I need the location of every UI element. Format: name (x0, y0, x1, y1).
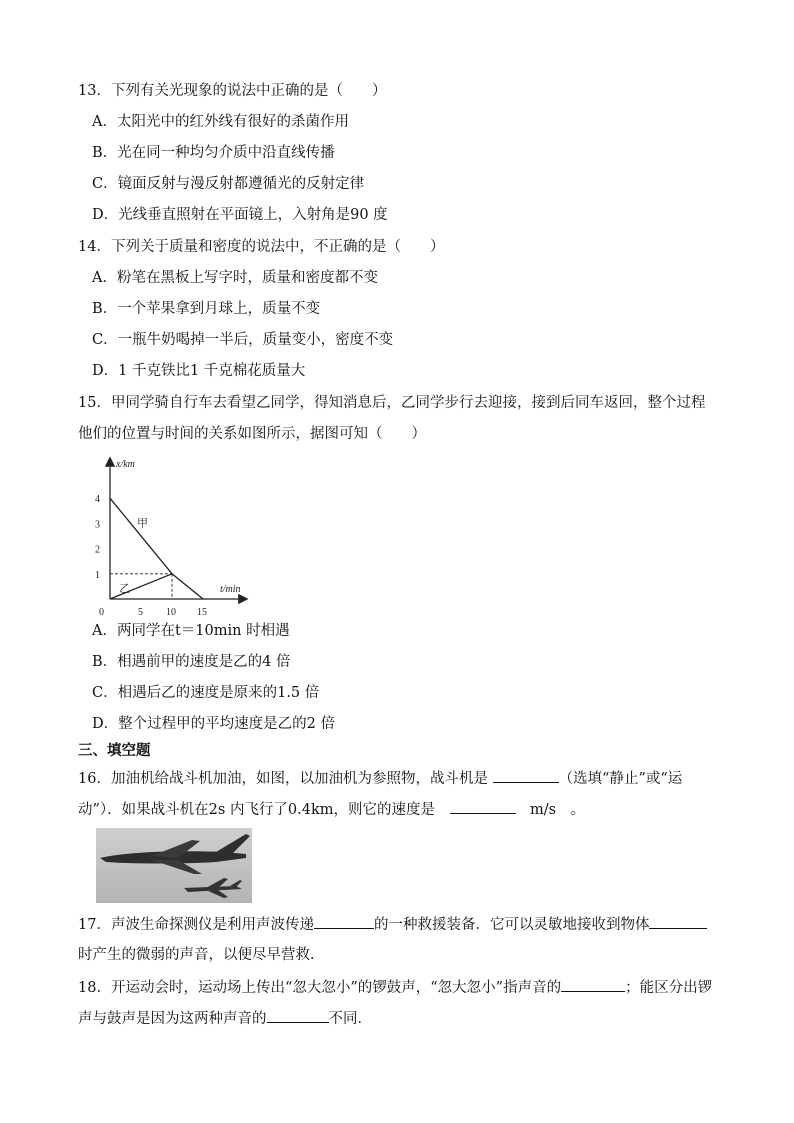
y-tick-label: 4 (95, 494, 100, 506)
q17-line2: 时产生的微弱的声音，以便尽早营救． (78, 947, 325, 963)
q14-option-c: C．一瓶牛奶喝掉一半后，质量变小，密度不变 (92, 332, 394, 348)
q15-stem-line1: 15．甲同学骑自行车去看望乙同学，得知消息后，乙同学步行去迎接，接到后同车返回，整个过程 (78, 395, 706, 411)
q18-line1-text-a: 18．开运动会时，运动场上传出“忽大忽小”的锣鼓声，“忽大忽小”指声音的 (78, 980, 562, 996)
q16-line2-text-a: 动”）．如果战斗机在2s 内飞行了0.4km，则它的速度是 (78, 802, 450, 818)
y-tick-label: 1 (95, 569, 100, 581)
series-label-yi: 乙 (119, 583, 131, 596)
q14-stem: 14．下列关于质量和密度的说法中，不正确的是（ ） (78, 239, 445, 255)
q13-stem: 13．下列有关光现象的说法中正确的是（ ） (78, 83, 387, 99)
q14-option-d: D．1 千克铁比1 千克棉花质量大 (92, 363, 306, 379)
q15-stem-line2: 他们的位置与时间的关系如图所示，据图可知（ ） (78, 426, 426, 442)
q16-line1-text-a: 16．加油机给战斗机加油，如图，以加油机为参照物，战斗机是 (78, 771, 493, 787)
q18-line2-text-b: 不同． (328, 1011, 372, 1027)
q17-line1-text-b: 的一种救援装备．它可以灵敏地接收到物体 (373, 917, 650, 933)
q16-line1-text-b: （选填“静止”或“运 (558, 771, 683, 787)
q18-blank-1[interactable] (561, 977, 625, 992)
section-heading: 三、填空题 (78, 743, 151, 759)
q16-line2 (78, 799, 585, 820)
position-time-chart (88, 455, 258, 618)
y-tick-label: 3 (95, 519, 100, 531)
x-tick-label: 15 (197, 607, 207, 618)
q15-option-a: A．两同学在t＝10min 时相遇 (92, 623, 290, 639)
q18-line1-text-b: ；能区分出锣 (625, 980, 713, 996)
q16-blank-2[interactable] (450, 799, 516, 814)
x-tick-label: 5 (138, 607, 143, 618)
q15-option-d: D．整个过程甲的平均速度是乙的2 倍 (92, 716, 335, 732)
q17-line1-text-a: 17．声波生命探测仪是利用声波传递 (78, 917, 314, 933)
x-axis-label: t/min (220, 584, 241, 595)
q18-line2 (78, 1008, 372, 1029)
q13-option-d: D．光线垂直照射在平面镜上，入射角是90 度 (92, 207, 388, 223)
q13-option-c: C．镜面反射与漫反射都遵循光的反射定律 (92, 176, 365, 192)
series-label-jia: 甲 (137, 517, 148, 530)
q15-option-c: C．相遇后乙的速度是原来的1.5 倍 (92, 685, 320, 701)
q17-line1 (78, 914, 707, 935)
q13-option-b: B．光在同一种均匀介质中沿直线传播 (92, 145, 335, 161)
q17-blank-1[interactable] (314, 914, 374, 929)
refueling-aircraft-photo (96, 828, 252, 903)
y-axis-label: x/km (116, 459, 135, 470)
q18-line1 (78, 977, 712, 998)
q16-line2-text-b: m/s 。 (515, 802, 586, 818)
q18-line2-text-a: 声与鼓声是因为这两种声音的 (78, 1011, 267, 1027)
q13-option-a: A．太阳光中的红外线有很好的杀菌作用 (92, 114, 349, 130)
q15-option-b: B．相遇前甲的速度是乙的4 倍 (92, 654, 291, 670)
q14-option-a: A．粉笔在黑板上写字时，质量和密度都不变 (92, 270, 378, 286)
q18-blank-2[interactable] (267, 1008, 329, 1023)
x-tick-label: 0 (99, 607, 104, 618)
q16-blank-1[interactable] (493, 768, 559, 783)
q16-line1 (78, 768, 682, 789)
q17-blank-2[interactable] (649, 914, 707, 929)
q14-option-b: B．一个苹果拿到月球上，质量不变 (92, 301, 321, 317)
y-tick-label: 2 (95, 544, 100, 556)
x-tick-label: 10 (166, 607, 176, 618)
